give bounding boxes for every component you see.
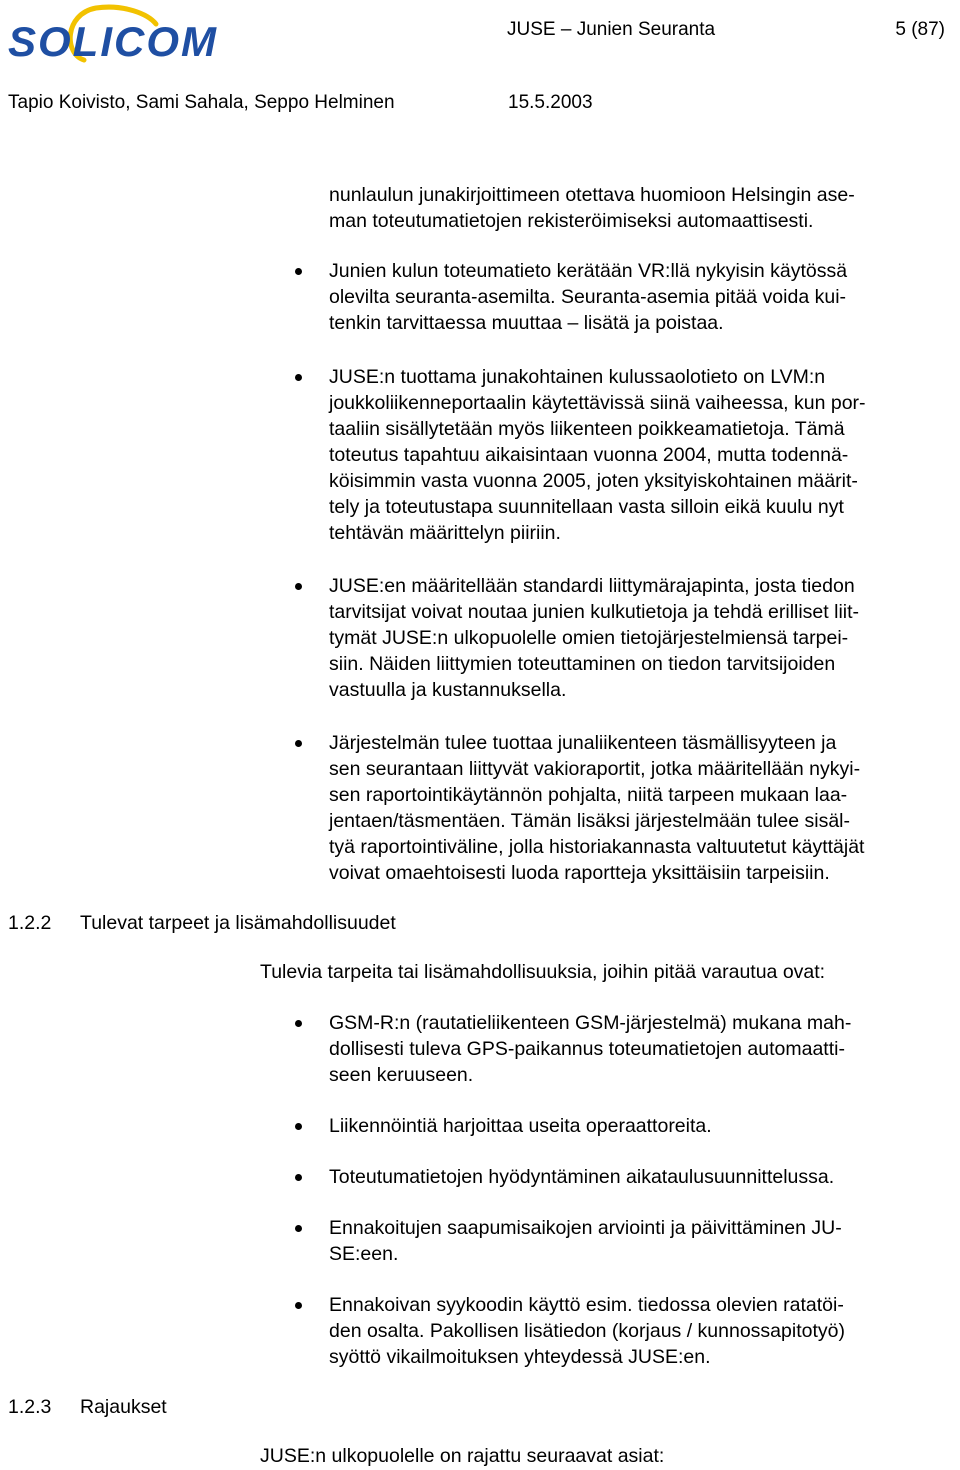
bullet-dot-icon [295,740,302,747]
document-authors: Tapio Koivisto, Sami Sahala, Seppo Helminen [8,92,395,113]
list-item: Junien kulun toteumatieto kerätään VR:llä nykyisin käytössä olevilta seuranta-asemilta. Seuranta-asemia pitää voida kui- tenkin tarvittaessa muuttaa – lisätä ja poistaa. [329,260,848,334]
bullet-dot-icon [295,374,302,381]
list-item: Ennakoivan syykoodin käyttö esim. tiedossa olevien ratatöi- den osalta. Pakollisen lisätiedon (korjaus / kunnossapitotyö) syöttö vikailmoituksen yhteydessä JUSE:en. [329,1294,845,1368]
section-intro: JUSE:n ulkopuolelle on rajattu seuraavat asiat: [260,1445,665,1467]
section-heading-1-2-3 [8,1394,167,1420]
list-item: GSM-R:n (rautatieliikenteen GSM-järjestelmä) mukana mah- dollisesti tuleva GPS-paikannus toteumatietojen automaatti- seen keruuseen. [329,1012,852,1086]
bullet-dot-icon [295,1123,302,1130]
document-date: 15.5.2003 [508,92,593,113]
section-heading-1-2-2 [8,910,396,936]
list-item: Liikennöintiä harjoittaa useita operaattoreita. [329,1115,712,1137]
bullet-dot-icon [295,1225,302,1232]
list-item: JUSE:n tuottama junakohtainen kulussaolotieto on LVM:n joukkoliikenneportaalin käytettävissä siinä vaiheessa, kun por- taaliin sisällytetään myös liikenteen poikkeamatietoja. Tämä toteutus tapahtuu aikaisintaan vuonna 2004, mutta todennä- köisimmin vasta vuonna 2005, joten yksityiskohtainen määrit- tely ja toteutustapa suunnitellaan vasta silloin eikä kuulu nyt tehtävän määrittelyn piiriin. [329,366,866,544]
bullet-dot-icon [295,268,302,275]
company-logo [6,2,246,68]
list-item: Ennakoitujen saapumisaikojen arviointi ja päivittäminen JU- SE:een. [329,1217,842,1265]
list-item: JUSE:en määritellään standardi liittymärajapinta, josta tiedon tarvitsijat voivat noutaa junien kulkutietoja ja tehdä erilliset liit- tymät JUSE:n ulkopuolelle omien tietojärjestelmiensä tarpei- siin. Näiden liittymien toteuttaminen on tiedon tarvitsijoiden vastuulla ja kustannuksella. [329,575,860,701]
section-title: Tulevat tarpeet ja lisämahdollisuudet [80,912,396,934]
list-item: Toteutumatietojen hyödyntäminen aikataulusuunnittelussa. [329,1166,835,1188]
bullet-dot-icon [295,1174,302,1181]
page-number: 5 (87) [895,19,945,40]
logo-text: SOLICOM [8,18,218,65]
continued-paragraph: nunlaulun junakirjoittimeen otettava huomioon Helsingin ase- man toteutumatietojen rekisteröimiseksi automaattisesti. [329,184,855,232]
bullet-dot-icon [295,1302,302,1309]
section-title: Rajaukset [80,1396,167,1418]
bullet-dot-icon [295,583,302,590]
logo-swoosh-icon [6,2,246,68]
document-title: JUSE – Junien Seuranta [507,19,716,40]
section-intro: Tulevia tarpeita tai lisämahdollisuuksia, joihin pitää varautua ovat: [260,961,826,983]
list-item: Järjestelmän tulee tuottaa junaliikenteen täsmällisyyteen ja sen seurantaan liittyvät vakioraportit, jotka määritellään nykyi- sen raportointikäytännön pohjalta, niitä tarpeen mukaan laa- jentaen/täsmentäen. Tämän lisäksi järjestelmään tulee sisäl- tyä raportointiväline, jolla historiakannasta valtuutetut käyttäjät voivat omaehtoisesti luoda raportteja yksittäisiin tarpeisiin. [329,732,865,884]
section-number: 1.2.2 [8,912,52,934]
section-number: 1.2.3 [8,1396,52,1418]
bullet-dot-icon [295,1020,302,1027]
